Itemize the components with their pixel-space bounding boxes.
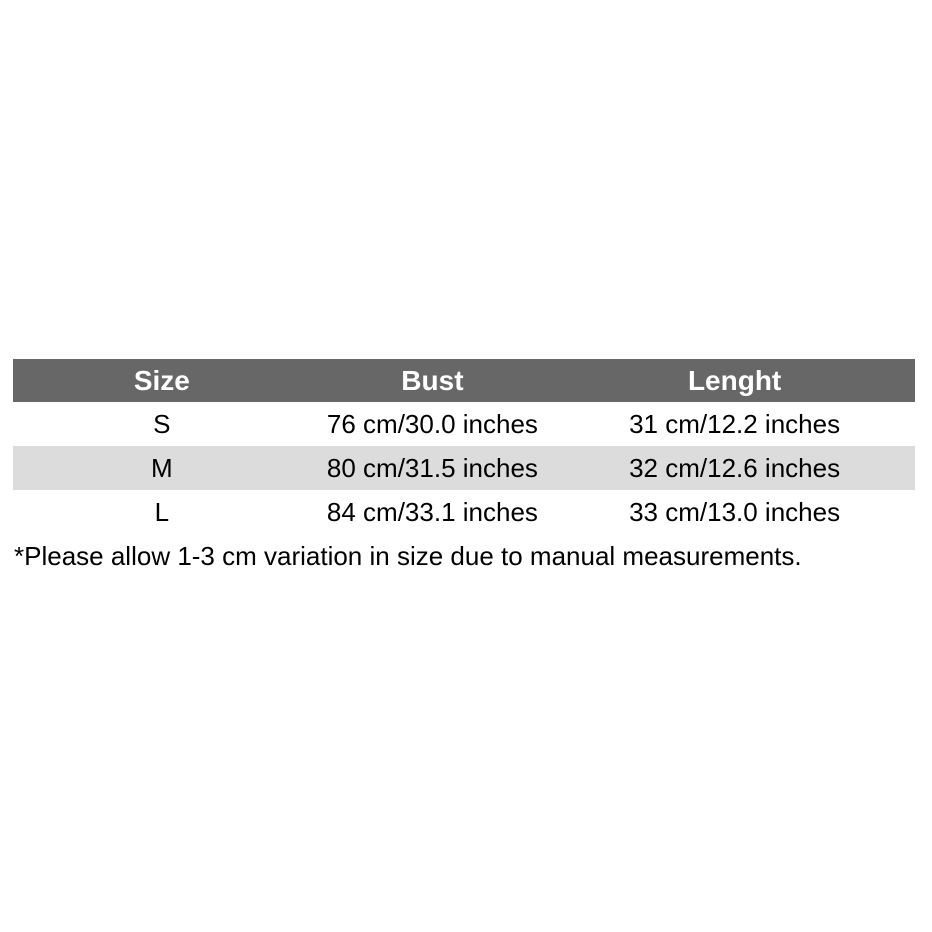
measurement-note: *Please allow 1-3 cm variation in size due to manual measurements. — [14, 541, 802, 571]
table-row — [13, 446, 915, 490]
cell-size: L — [13, 490, 311, 534]
cell-bust: 84 cm/33.1 inches — [311, 490, 555, 534]
table-header-row — [13, 359, 915, 402]
cell-length: 32 cm/12.6 inches — [554, 446, 915, 490]
cell-bust: 76 cm/30.0 inches — [311, 402, 555, 446]
cell-size: S — [13, 402, 311, 446]
cell-bust: 80 cm/31.5 inches — [311, 446, 555, 490]
table-row — [13, 490, 915, 534]
size-table — [13, 359, 915, 534]
header-cell-bust: Bust — [311, 359, 555, 402]
table-row — [13, 402, 915, 446]
cell-length: 31 cm/12.2 inches — [554, 402, 915, 446]
cell-size: M — [13, 446, 311, 490]
cell-length: 33 cm/13.0 inches — [554, 490, 915, 534]
header-cell-size: Size — [13, 359, 311, 402]
header-cell-length: Lenght — [554, 359, 915, 402]
